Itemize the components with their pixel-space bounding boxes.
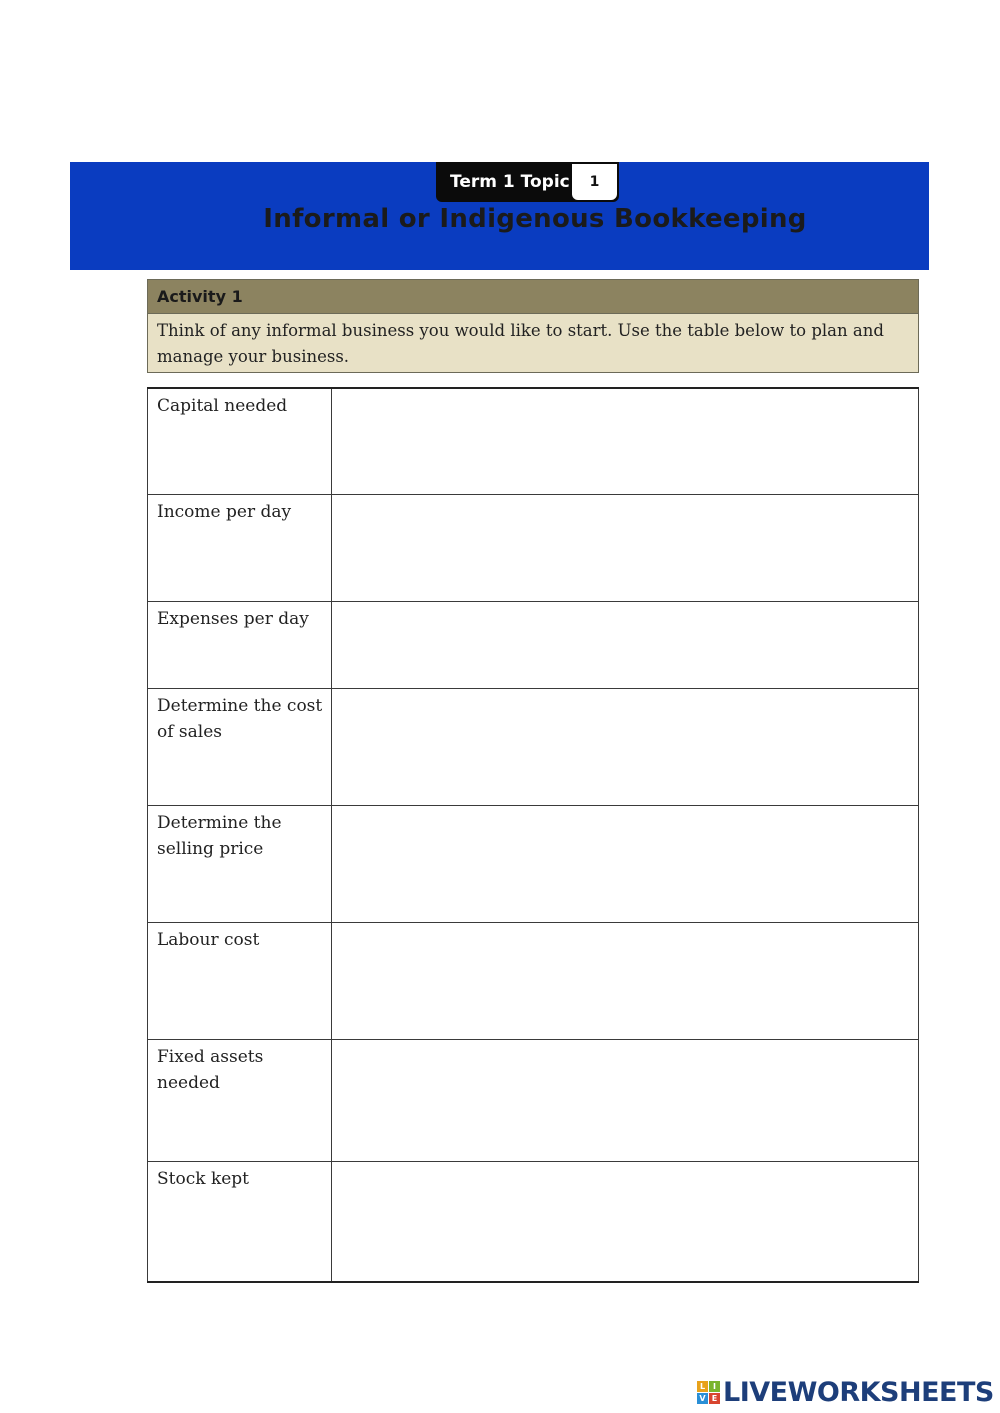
activity-box: [147, 279, 919, 373]
topic-number: 1: [572, 164, 617, 200]
answer-field[interactable]: [332, 688, 919, 805]
answer-field[interactable]: [332, 601, 919, 688]
activity-heading: Activity 1: [148, 280, 918, 314]
answer-field[interactable]: [332, 388, 919, 494]
table-row: [148, 388, 919, 494]
row-label: Expenses per day: [148, 601, 332, 688]
page-title: Informal or Indigenous Bookkeeping: [263, 204, 807, 234]
row-label: Capital needed: [148, 388, 332, 494]
liveworksheets-icon: L I V E: [697, 1381, 720, 1404]
row-label: Determine the cost of sales: [148, 688, 332, 805]
table-row: [148, 494, 919, 601]
row-label: Stock kept: [148, 1161, 332, 1282]
topic-label: Term 1 Topic: [450, 172, 570, 192]
table-row: [148, 1039, 919, 1161]
answer-field[interactable]: [332, 1039, 919, 1161]
row-label: Labour cost: [148, 922, 332, 1039]
activity-instructions: Think of any informal business you would like to start. Use the table below to plan and manage your business.: [148, 314, 918, 372]
answer-field[interactable]: [332, 494, 919, 601]
row-label: Fixed assets needed: [148, 1039, 332, 1161]
answer-field[interactable]: [332, 922, 919, 1039]
row-label: Income per day: [148, 494, 332, 601]
topic-tab: [436, 162, 619, 202]
business-plan-table: [147, 387, 919, 1283]
liveworksheets-logo[interactable]: [697, 1377, 994, 1408]
table-row: [148, 1161, 919, 1282]
brand-name: LIVEWORKSHEETS: [723, 1377, 994, 1408]
table-row: [148, 922, 919, 1039]
answer-field[interactable]: [332, 805, 919, 922]
table-row: [148, 805, 919, 922]
table-row: [148, 688, 919, 805]
row-label: Determine the selling price: [148, 805, 332, 922]
table-row: [148, 601, 919, 688]
answer-field[interactable]: [332, 1161, 919, 1282]
